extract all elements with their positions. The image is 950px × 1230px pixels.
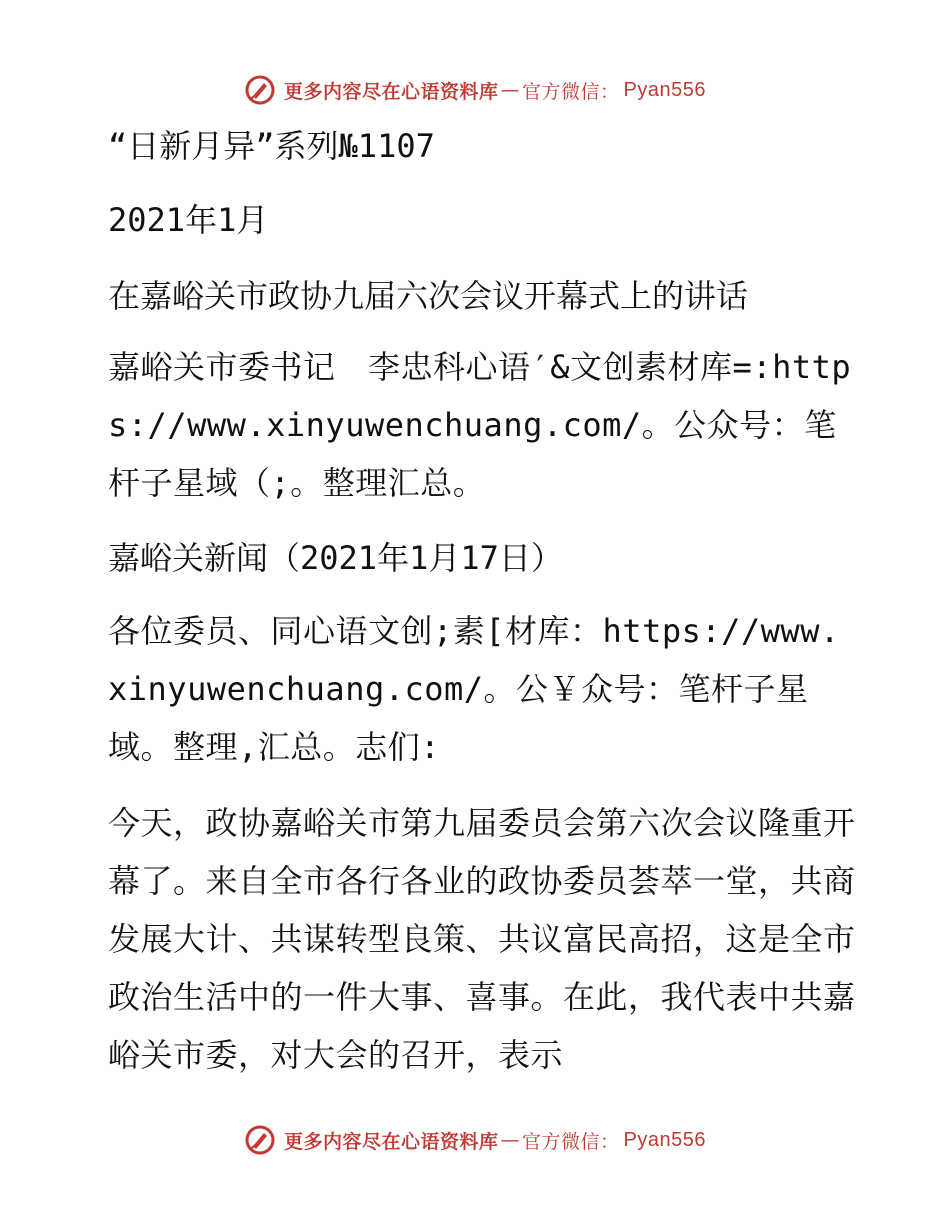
watermark-separator: —: [500, 1129, 521, 1151]
watermark-text: 更多内容尽在心语资料库: [284, 1130, 499, 1153]
watermark-separator: —: [500, 79, 521, 101]
brand-logo-icon: [244, 1124, 276, 1156]
speech-title: 在嘉峪关市政协九届六次会议开幕式上的讲话: [108, 277, 749, 315]
document-body: [96, 122, 856, 1084]
watermark-text: 更多内容尽在心语资料库: [284, 80, 499, 103]
byline: 嘉峪关市委书记 李忠科心语′&文创素材库=:https://www.xinyuwenchuang.com/。公众号：笔杆子星域（;。整理汇总。: [108, 348, 852, 502]
source-line: 嘉峪关新闻（2021年1月17日）: [108, 539, 563, 577]
series-line: “日新月异”系列№1107: [108, 127, 435, 165]
date-line: 2021年1月: [108, 201, 269, 239]
brand-logo-icon: [244, 74, 276, 106]
watermark-wechat-id: Pyan556: [623, 1128, 706, 1151]
paragraph-1: 今天，政协嘉峪关市第九届委员会第六次会议隆重开幕了。来自全市各行各业的政协委员荟萃一堂，共商发展大计、共谋转型良策、共议富民高招，这是全市政治生活中的一件大事、喜事。在此，我代表中共嘉峪关市委，对大会的召开，表示: [108, 804, 856, 1074]
watermark-wechat-id: Pyan556: [623, 78, 706, 101]
watermark-label: 官方微信：: [522, 80, 620, 103]
salutation: 各位委员、同心语文创;素[材库：https://www.xinyuwenchuang.com/。公￥众号：笔杆子星域。整理,汇总。志们:: [108, 612, 840, 766]
header-watermark: [0, 70, 950, 110]
footer-watermark: [0, 1120, 950, 1160]
watermark-label: 官方微信：: [522, 1130, 620, 1153]
